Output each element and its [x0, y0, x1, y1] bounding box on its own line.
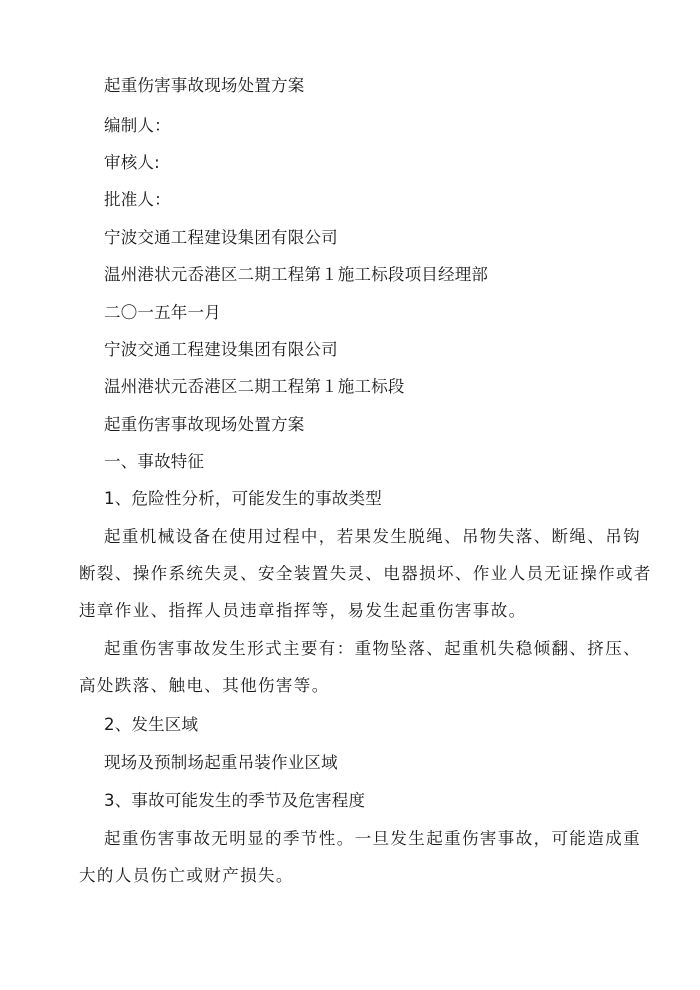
subsection-heading: 1、危险性分析，可能发生的事故类型 — [104, 489, 382, 508]
paragraph-line: 违章作业、指挥人员违章指挥等，易发生起重伤害事故。 — [79, 601, 527, 620]
paragraph — [79, 820, 641, 894]
document-date: 二〇一五年一月 — [104, 303, 221, 322]
paragraph-line: 断裂、操作系统失灵、安全装置失灵、电器损坏、作业人员无证操作或者 — [79, 564, 652, 583]
area-text: 现场及预制场起重吊装作业区域 — [104, 753, 338, 772]
company-name: 宁波交通工程建设集团有限公司 — [104, 228, 338, 247]
paragraph — [79, 518, 652, 629]
plan-title: 起重伤害事故现场处置方案 — [104, 415, 305, 434]
document-title: 起重伤害事故现场处置方案 — [104, 76, 305, 95]
paragraph — [79, 630, 641, 704]
paragraph-line: 大的人员伤亡或财产损失。 — [79, 866, 294, 885]
paragraph-line: 高处跌落、触电、其他伤害等。 — [79, 676, 330, 695]
paragraph-line: 起重伤害事故无明显的季节性。一旦发生起重伤害事故，可能造成重 — [104, 829, 641, 848]
section-name: 温州港状元岙港区二期工程第１施工标段 — [104, 377, 405, 396]
reviewer-label: 审核人: — [104, 153, 160, 172]
department-name: 温州港状元岙港区二期工程第１施工标段项目经理部 — [104, 265, 489, 284]
subsection-heading: 2、发生区域 — [104, 715, 199, 734]
section-heading: 一、事故特征 — [104, 452, 205, 471]
company-name-2: 宁波交通工程建设集团有限公司 — [104, 340, 338, 359]
compiler-label: 编制人： — [104, 116, 171, 135]
paragraph-line: 起重机械设备在使用过程中，若果发生脱绳、吊物失落、断绳、吊钩 — [104, 527, 641, 546]
paragraph-line: 起重伤害事故发生形式主要有：重物坠落、起重机失稳倾翻、挤压、 — [104, 639, 641, 658]
subsection-heading: 3、事故可能发生的季节及危害程度 — [104, 791, 366, 810]
approver-label: 批准人： — [104, 190, 171, 209]
